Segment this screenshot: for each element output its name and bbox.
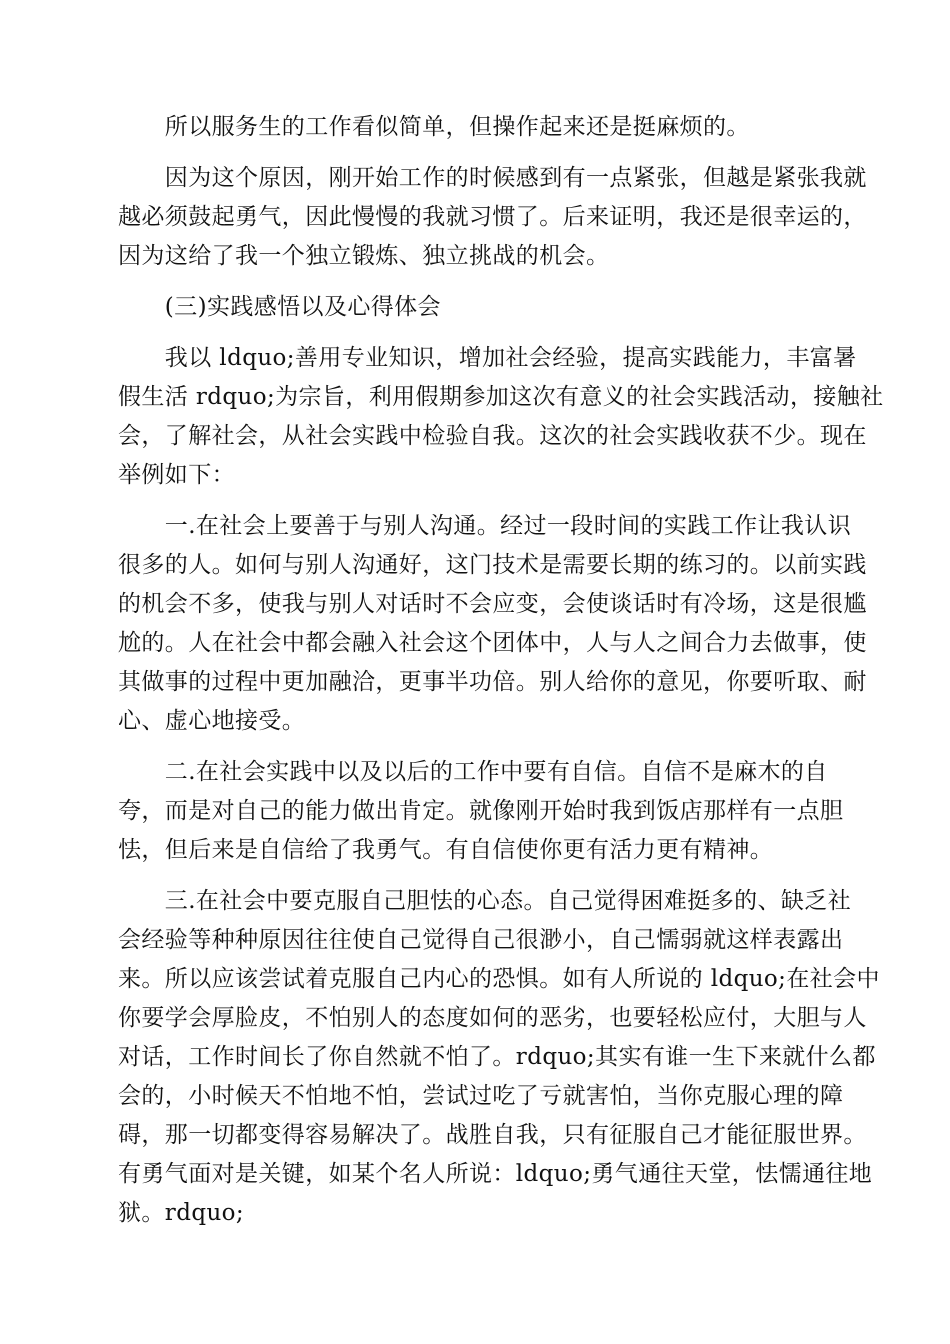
paragraph-point-one [118, 507, 867, 741]
text-line: 会经验等种种原因往往使自己觉得自己很渺小，自己懦弱就这样表露出 [118, 927, 844, 953]
text-line: 因为这给了我一个独立锻炼、独立挑战的机会。 [118, 243, 610, 269]
text-line: 我以 ldquo;善用专业知识，增加社会经验，提高实践能力，丰富暑 [118, 345, 857, 371]
text-line: 的机会不多，使我与别人对话时不会应变，会使谈话时有冷场，这是很尴 [118, 591, 867, 617]
text-line: 三.在社会中要克服自己胆怯的心态。自己觉得困难挺多的、缺乏社 [118, 888, 852, 914]
text-line: 夸，而是对自己的能力做出肯定。就像刚开始时我到饭店那样有一点胆 [118, 798, 844, 824]
text-line: 你要学会厚脸皮，不怕别人的态度如何的恶劣，也要轻松应付，大胆与人 [118, 1005, 867, 1031]
text-line: 举例如下： [118, 462, 235, 488]
text-line: 尬的。人在社会中都会融入社会这个团体中，人与人之间合力去做事，使 [118, 630, 867, 656]
text-line: 因为这个原因，刚开始工作的时候感到有一点紧张，但越是紧张我就 [118, 165, 867, 191]
paragraph-waiter-work [118, 108, 840, 147]
paragraph-point-two [118, 753, 844, 870]
text-line: 二.在社会实践中以及以后的工作中要有自信。自信不是麻木的自 [118, 759, 828, 785]
document-body [118, 108, 884, 1233]
text-line: 越必须鼓起勇气，因此慢慢的我就习惯了。后来证明，我还是很幸运的， [118, 204, 867, 230]
text-line: 心、虚心地接受。 [118, 708, 306, 734]
text-line: 碍，那一切都变得容易解决了。战胜自我，只有征服自己才能征服世界。 [118, 1122, 867, 1148]
text-line: 怯，但后来是自信给了我勇气。有自信使你更有活力更有精神。 [118, 837, 774, 863]
text-line: 对话，工作时间长了你自然就不怕了。rdquo;其实有谁一生下来就什么都 [118, 1044, 876, 1070]
text-line: 所以服务生的工作看似简单，但操作起来还是挺麻烦的。 [118, 114, 750, 140]
paragraph-nervous-start [118, 159, 867, 276]
paragraph-purpose [118, 339, 884, 495]
text-line: 假生活 rdquo;为宗旨，利用假期参加这次有意义的社会实践活动，接触社 [118, 384, 884, 410]
text-line: 狱。rdquo; [118, 1200, 245, 1226]
text-line: 其做事的过程中更加融洽，更事半功倍。别人给你的意见，你要听取、耐 [118, 669, 867, 695]
text-line: 很多的人。如何与别人沟通好，这门技术是需要长期的练习的。以前实践 [118, 552, 867, 578]
text-line: 有勇气面对是关键，如某个名人所说：ldquo;勇气通往天堂，怯懦通往地 [118, 1161, 873, 1187]
section-heading-text: (三)实践感悟以及心得体会 [118, 294, 441, 320]
paragraph-point-three [118, 882, 880, 1233]
text-line: 来。所以应该尝试着克服自己内心的恐惧。如有人所说的 ldquo;在社会中 [118, 966, 880, 992]
text-line: 会的，小时候天不怕地不怕，尝试过吃了亏就害怕，当你克服心理的障 [118, 1083, 844, 1109]
text-line: 一.在社会上要善于与别人沟通。经过一段时间的实践工作让我认识 [118, 513, 852, 539]
section-heading [118, 288, 840, 327]
text-line: 会，了解社会，从社会实践中检验自我。这次的社会实践收获不少。现在 [118, 423, 867, 449]
